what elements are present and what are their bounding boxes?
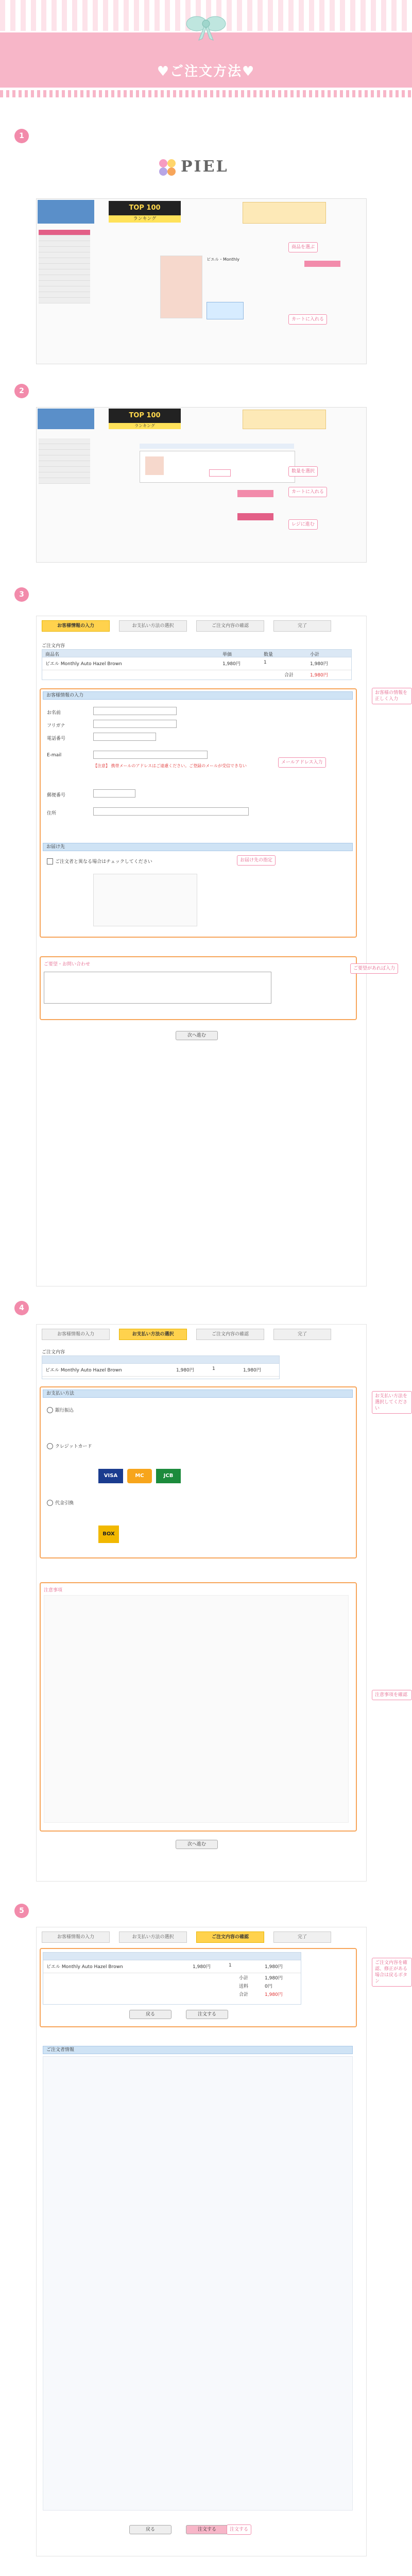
visa-icon: VISA: [98, 1469, 123, 1483]
product-thumb[interactable]: [207, 302, 244, 319]
total-5: 1,980円: [265, 1992, 283, 1997]
customer-title: ご注文者情報: [46, 2047, 75, 2053]
item-qty-5: 1: [229, 1963, 232, 1968]
next-button-3[interactable]: 次へ進む: [176, 1031, 218, 1040]
radio-cod[interactable]: [47, 1500, 53, 1506]
cart-row: [140, 451, 295, 483]
col-subtotal: 小計: [310, 652, 320, 657]
progress-step-4: 完了: [273, 1329, 331, 1340]
banner-right: [243, 202, 326, 224]
total-label-5: 合計: [239, 1992, 249, 1997]
cart-label-3: ご注文内容: [42, 643, 65, 649]
progress-step-1: お客様情報の入力: [42, 1329, 110, 1340]
ship-label-5: 送料: [239, 1984, 249, 1989]
banner-sub-2: ランキング: [109, 423, 181, 429]
item-subtotal-5: 1,980円: [265, 1964, 283, 1970]
tel-label: 電話番号: [47, 736, 66, 741]
ribbon-bow-icon: [185, 10, 227, 41]
step1-screenshot: [36, 198, 367, 364]
add-cart-mini[interactable]: [237, 490, 273, 497]
category-sidebar-2: [39, 438, 90, 557]
pay-card-label: クレジットカード: [55, 1444, 92, 1449]
item-name-4: ピエル Monthly Auto Hazel Brown: [45, 1368, 122, 1373]
item-price: 1,980円: [222, 662, 241, 667]
ship-title: お届け先: [46, 844, 65, 850]
notes-body: [44, 1595, 349, 1823]
back-button-5[interactable]: 戻る: [129, 2010, 171, 2019]
header-border: [0, 90, 412, 97]
mastercard-icon: MC: [127, 1469, 152, 1483]
callout-confirm: ご注文内容を確認、修正がある場合は戻るボタン: [372, 1958, 412, 1987]
confirm-table: [43, 1952, 301, 2005]
zip-input[interactable]: [93, 789, 135, 798]
name-input[interactable]: [93, 707, 177, 715]
email-warning: 【注意】 携帯メールのアドレスはご遠慮ください。ご登録のメールが受信できない: [93, 764, 247, 768]
progress-step-4: 完了: [273, 1931, 331, 1943]
tel-input[interactable]: [93, 733, 156, 741]
pay-bank-label: 銀行振込: [55, 1408, 74, 1413]
step4-panel: [36, 1324, 367, 1882]
piel-logo: [157, 155, 229, 180]
banner-left-2: [38, 409, 94, 429]
jcb-icon: JCB: [156, 1469, 181, 1483]
step3-panel: [36, 616, 367, 1286]
step-number-4: 4: [14, 1301, 29, 1315]
col-price: 単価: [222, 652, 232, 657]
banner-right-2: [243, 410, 326, 429]
product-image[interactable]: [160, 256, 202, 318]
banner-top100-2[interactable]: [109, 409, 181, 423]
confirm-button-bottom[interactable]: 注文する: [186, 2525, 228, 2534]
ship-title-bar: [43, 843, 353, 851]
qty-select[interactable]: [209, 469, 231, 477]
progress-step-2: お支払い方法の選択: [119, 620, 187, 632]
banner-left: [38, 200, 94, 224]
notes-title: 注意事項: [44, 1588, 63, 1593]
step5-panel: [36, 1927, 367, 2556]
product-name: ピエル・Monthly: [207, 257, 240, 262]
step-number-2: 2: [14, 384, 29, 398]
back-button-5b[interactable]: 戻る: [129, 2525, 171, 2534]
progress-step-4: 完了: [273, 620, 331, 632]
kana-label: フリガナ: [47, 723, 65, 728]
callout-checkout: レジに進む: [288, 519, 318, 530]
progress-step-3: ご注文内容の確認: [196, 620, 264, 632]
logo-text: PIEL: [181, 158, 229, 176]
subtotal-5: 1,980円: [265, 1976, 283, 1981]
name-label: お名前: [47, 710, 61, 716]
checkout-mini[interactable]: [237, 513, 273, 520]
confirm-details: [43, 2056, 353, 2511]
ship-5: 0円: [265, 1984, 272, 1989]
progress-step-3: ご注文内容の確認: [196, 1329, 264, 1340]
customer-title-bar: [43, 2046, 353, 2054]
callout-select: 商品を選ぶ: [288, 242, 318, 252]
callout-message: ご要望があれば入力: [350, 963, 398, 974]
item-qty: 1: [264, 660, 267, 665]
address-label: 住所: [47, 811, 57, 816]
item-price-5: 1,980円: [193, 1964, 211, 1970]
banner-top-text-2: TOP 100: [129, 412, 161, 419]
step-number-1: 1: [14, 129, 29, 143]
cart-button-mini[interactable]: [304, 261, 340, 267]
total-value: 1,980円: [310, 673, 328, 678]
message-textarea[interactable]: [44, 972, 271, 1004]
progress-step-3: ご注文内容の確認: [196, 1931, 264, 1943]
cart-table-3: [42, 649, 352, 680]
progress-step-1: お客様情報の入力: [42, 1931, 110, 1943]
item-name-5: ピエル Monthly Auto Hazel Brown: [46, 1964, 123, 1970]
total-label: 合計: [284, 673, 294, 678]
kana-input[interactable]: [93, 720, 177, 728]
item-price-4: 1,980円: [176, 1368, 194, 1373]
callout-cart-2: カートに入れる: [288, 487, 327, 497]
cart-row-header: [140, 444, 294, 449]
ship-checkbox[interactable]: [47, 858, 53, 865]
banner-top100[interactable]: [109, 201, 181, 215]
pay-title: お支払い方法: [46, 1391, 75, 1396]
cart-label-4: ご注文内容: [42, 1350, 65, 1355]
zip-label: 郵便番号: [47, 793, 66, 798]
item-qty-4: 1: [212, 1366, 215, 1371]
email-label: E-mail: [47, 753, 62, 758]
banner-top-text: TOP 100: [129, 204, 161, 212]
email-input[interactable]: [93, 751, 208, 759]
step-number-3: 3: [14, 587, 29, 602]
radio-card[interactable]: [47, 1443, 53, 1449]
col-product: 商品名: [45, 652, 60, 657]
step2-screenshot: [36, 407, 367, 563]
step-number-5: 5: [14, 1904, 29, 1918]
confirm-button-top[interactable]: 注文する: [186, 2010, 228, 2019]
ship-option-label: ご注文者と異なる場合はチェックしてください: [55, 859, 152, 865]
piel-logo-icon: [157, 157, 178, 178]
radio-bank[interactable]: [47, 1407, 53, 1413]
banner-sub: ランキング: [109, 215, 181, 223]
address-input[interactable]: [93, 807, 249, 816]
category-sidebar: [39, 230, 90, 359]
ship-fields: [93, 874, 197, 926]
item-subtotal-4: 1,980円: [243, 1368, 261, 1373]
progress-step-2: お支払い方法の選択: [119, 1931, 187, 1943]
payment-box: [40, 1386, 357, 1558]
item-name: ピエル Monthly Auto Hazel Brown: [45, 662, 122, 667]
message-title: ご要望・お問い合わせ: [44, 962, 91, 967]
pay-cod-label: 代金引換: [55, 1501, 74, 1506]
callout-ship: お届け先の指定: [237, 855, 276, 866]
item-subtotal: 1,980円: [310, 662, 328, 667]
subtotal-label-5: 小計: [239, 1976, 249, 1981]
form-title-bar: [43, 691, 353, 700]
callout-qty: 数量を選択: [288, 466, 318, 477]
callout-payment: お支払い方法を選択してください: [372, 1391, 412, 1414]
page-title: ♥ご注文方法♥: [157, 64, 255, 79]
pay-title-bar: [43, 1389, 353, 1398]
cart-table-4: [42, 1355, 280, 1379]
next-button-4[interactable]: 次へ進む: [176, 1840, 218, 1849]
progress-step-2: お支払い方法の選択: [119, 1329, 187, 1340]
callout-email: メールアドレス入力: [278, 757, 326, 768]
callout-form: お客様の情報を正しく入力: [372, 688, 412, 704]
callout-add-cart: カートに入れる: [288, 314, 327, 325]
box-icon: BOX: [98, 1526, 119, 1543]
progress-step-1: お客様情報の入力: [42, 620, 110, 632]
callout-notes: 注意事項を確認: [372, 1690, 412, 1700]
form-title: お客様情報の入力: [46, 693, 84, 698]
col-qty: 数量: [264, 652, 273, 657]
callout-order: 注文する: [227, 2524, 251, 2535]
